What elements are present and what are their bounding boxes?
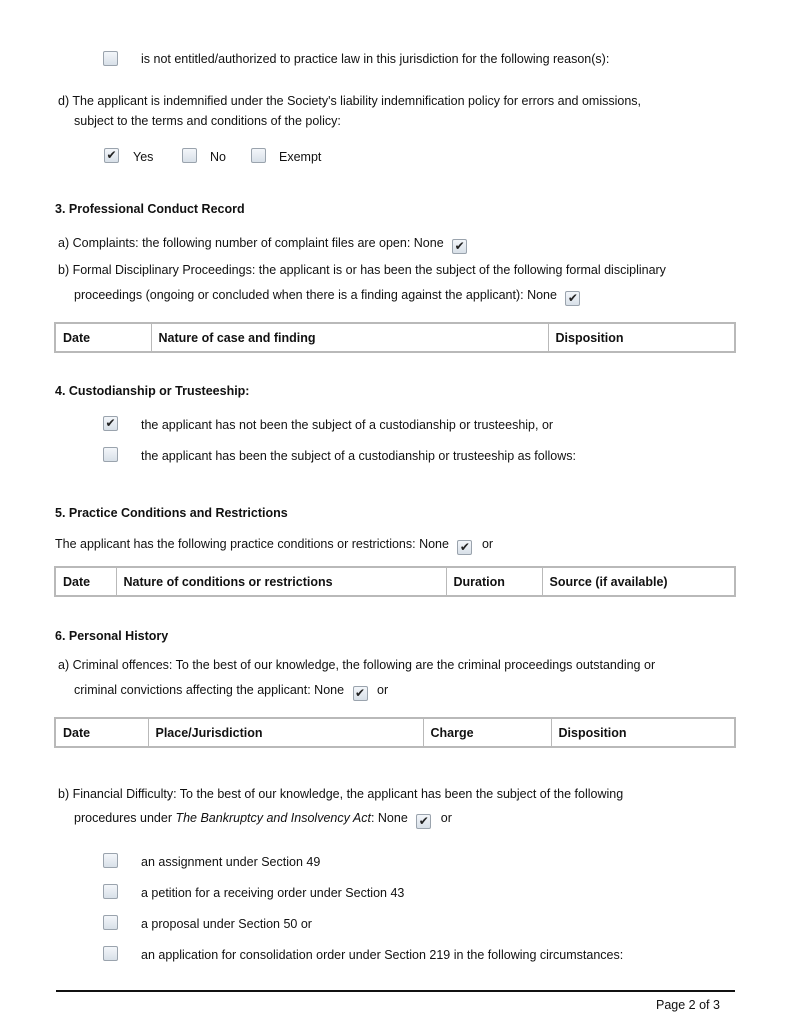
complaints-label: Complaints: the following number of complaint files are open: None	[72, 236, 444, 250]
assignment-checkbox[interactable]	[103, 853, 118, 868]
complaints-marker: a)	[58, 236, 70, 250]
column-header-nature: Nature of case and finding	[151, 323, 548, 352]
indemnity-exempt-checkbox[interactable]	[251, 148, 266, 163]
restrictions-or: or	[481, 537, 494, 551]
indemnity-no-checkbox[interactable]	[182, 148, 197, 163]
criminal-line-2-text: criminal convictions affecting the applicant: None	[74, 683, 345, 697]
financial-line-2	[74, 811, 452, 829]
indemnity-yes-label: Yes	[133, 150, 154, 164]
restrictions-none-checkbox[interactable]: ✔	[457, 540, 472, 555]
proposal-checkbox[interactable]	[103, 915, 118, 930]
custodianship-has-label: the applicant has been the subject of a custodianship or trusteeship as follows:	[141, 449, 576, 463]
column-header-source: Source (if available)	[542, 567, 735, 596]
indemnity-no-label: No	[210, 150, 226, 164]
not-entitled-label: is not entitled/authorized to practice law in this jurisdiction for the following reason(s):	[141, 52, 610, 66]
not-entitled-checkbox[interactable]	[103, 51, 118, 66]
criminal-or: or	[377, 683, 389, 697]
section-4-heading: 4. Custodianship or Trusteeship:	[55, 384, 250, 398]
column-header-disposition: Disposition	[551, 718, 735, 747]
consolidation-label: an application for consolidation order under Section 219 in the following circumstances:	[141, 948, 624, 962]
column-header-date: Date	[55, 567, 116, 596]
restrictions-label: The applicant has the following practice conditions or restrictions: None	[55, 537, 449, 551]
restrictions-row	[55, 537, 493, 555]
financial-line-1: b) Financial Difficulty: To the best of our knowledge, the applicant has been the subject of the following	[58, 787, 624, 801]
proposal-label: a proposal under Section 50 or	[141, 917, 312, 931]
table-header-row	[55, 718, 735, 747]
financial-line-2-suffix: : None	[370, 811, 408, 825]
column-header-charge: Charge	[423, 718, 551, 747]
financial-line-2-prefix: procedures under	[74, 811, 176, 825]
financial-none-checkbox[interactable]: ✔	[416, 814, 431, 829]
column-header-duration: Duration	[446, 567, 542, 596]
indemnity-line-1: d) The applicant is indemnified under the Society's liability indemnification policy for errors and omissions,	[58, 94, 641, 108]
page-number: Page 2 of 3	[656, 998, 720, 1012]
column-header-disposition: Disposition	[548, 323, 735, 352]
section-5-heading: 5. Practice Conditions and Restrictions	[55, 506, 288, 520]
custodianship-not-checkbox[interactable]: ✔	[103, 416, 118, 431]
table-header-row	[55, 323, 735, 352]
custodianship-has-checkbox[interactable]	[103, 447, 118, 462]
disciplinary-line-1: b) Formal Disciplinary Proceedings: the applicant is or has been the subject of the following formal disciplinary	[58, 263, 666, 277]
disciplinary-line-2	[74, 288, 586, 306]
restrictions-table	[54, 566, 736, 597]
section-6-heading: 6. Personal History	[55, 629, 169, 643]
indemnity-line-2: subject to the terms and conditions of the policy:	[74, 114, 341, 128]
complaints-row	[58, 236, 473, 254]
criminal-line-1: a) Criminal offences: To the best of our knowledge, the following are the criminal proceedings outstanding or	[58, 658, 656, 672]
indemnity-exempt-label: Exempt	[279, 150, 322, 164]
footer-rule	[56, 990, 735, 992]
financial-or: or	[440, 811, 452, 825]
disciplinary-line-2-text: proceedings (ongoing or concluded when there is a finding against the applicant): None	[74, 288, 557, 302]
petition-label: a petition for a receiving order under Section 43	[141, 886, 405, 900]
consolidation-checkbox[interactable]	[103, 946, 118, 961]
disciplinary-none-checkbox[interactable]: ✔	[565, 291, 580, 306]
column-header-date: Date	[55, 718, 148, 747]
criminal-line-2	[74, 683, 388, 701]
act-title: The Bankruptcy and Insolvency Act	[175, 811, 371, 825]
complaints-none-checkbox[interactable]: ✔	[452, 239, 467, 254]
column-header-place: Place/Jurisdiction	[148, 718, 423, 747]
criminal-none-checkbox[interactable]: ✔	[353, 686, 368, 701]
section-3-heading: 3. Professional Conduct Record	[55, 202, 245, 216]
criminal-table	[54, 717, 736, 748]
column-header-nature-conditions: Nature of conditions or restrictions	[116, 567, 446, 596]
table-header-row	[55, 567, 735, 596]
indemnity-yes-checkbox[interactable]: ✔	[104, 148, 119, 163]
custodianship-not-label: the applicant has not been the subject of a custodianship or trusteeship, or	[141, 418, 554, 432]
assignment-label: an assignment under Section 49	[141, 855, 321, 869]
disciplinary-table	[54, 322, 736, 353]
column-header-date: Date	[55, 323, 151, 352]
petition-checkbox[interactable]	[103, 884, 118, 899]
